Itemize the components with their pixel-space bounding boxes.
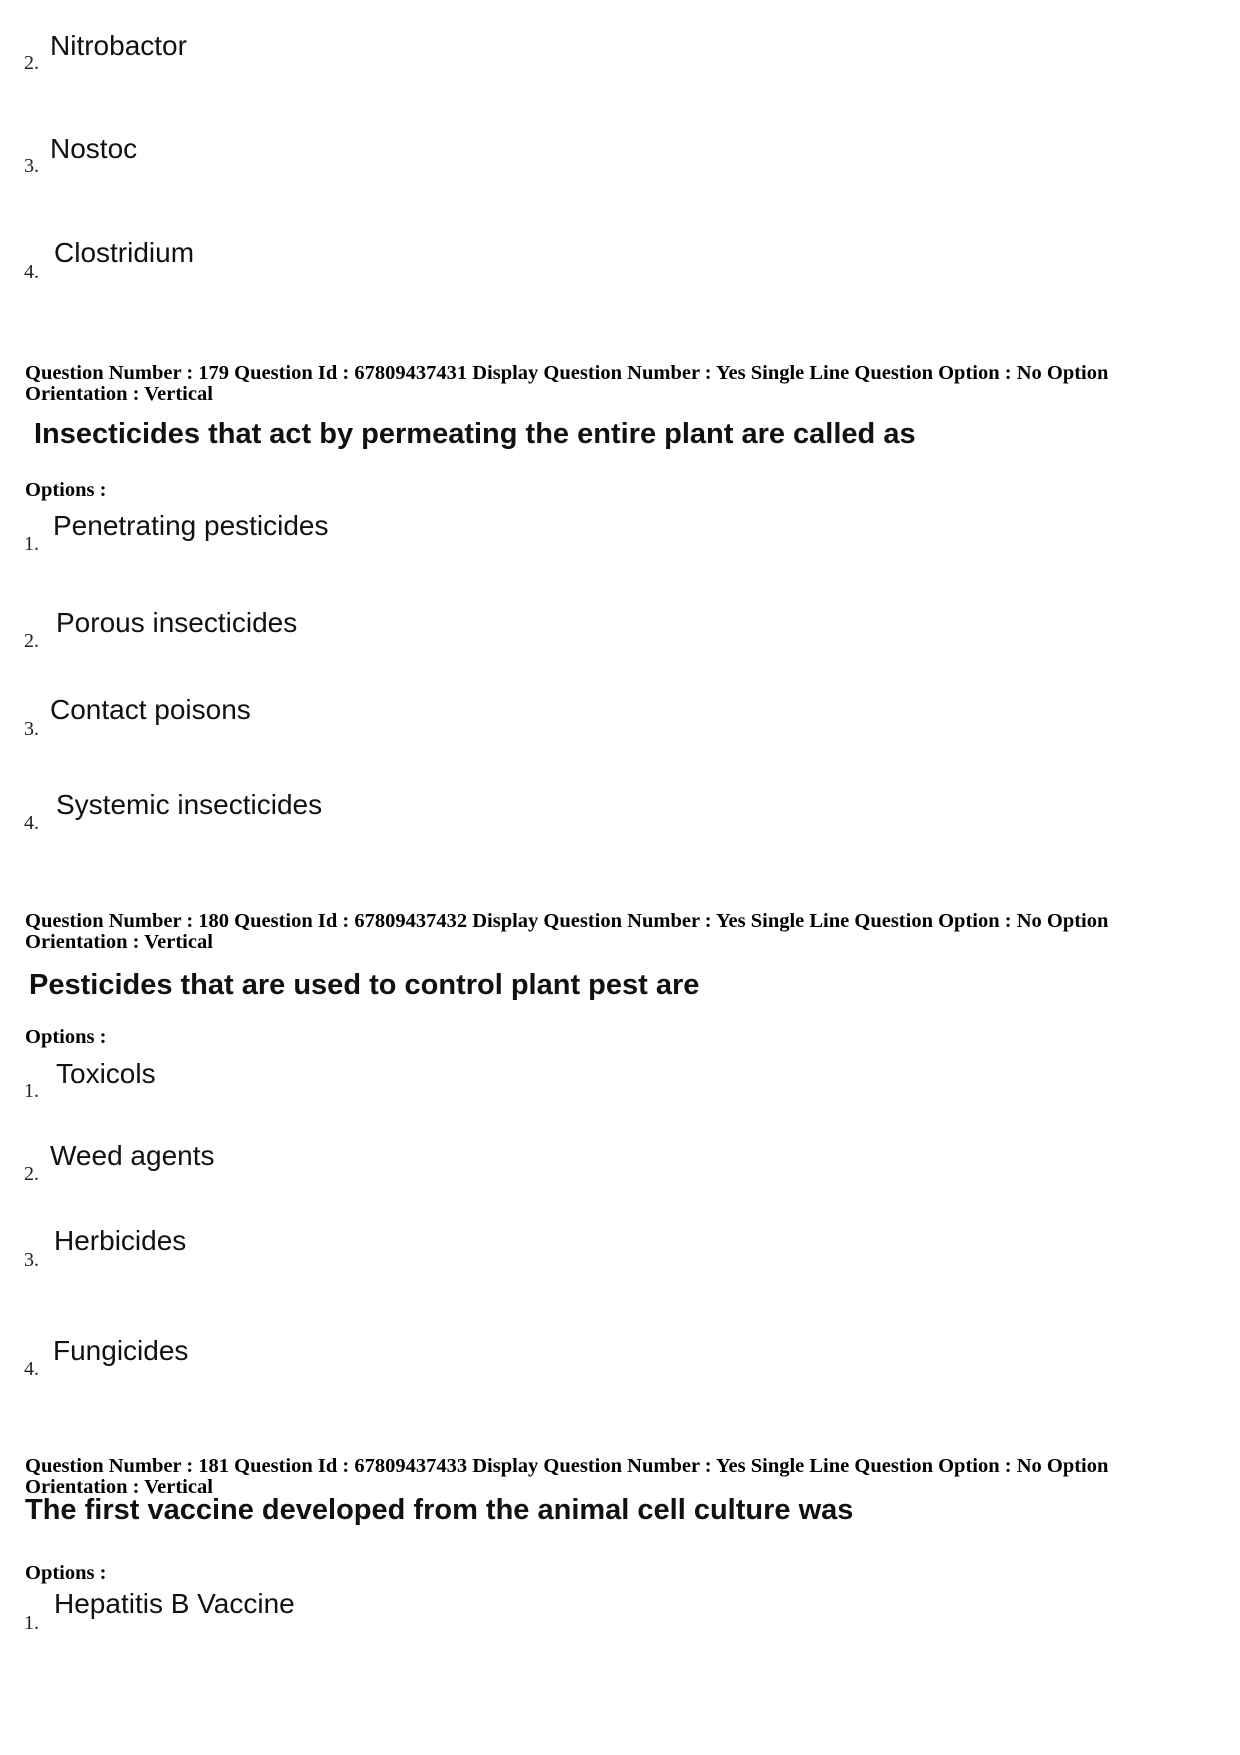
option-text: Contact poisons: [50, 694, 251, 725]
question-meta-line: Question Number : 179 Question Id : 67809437431 Display Question Number : Yes Single Line Question Option : No Option: [25, 362, 1109, 384]
option-number: 4.: [24, 1358, 39, 1380]
question-meta-line: Orientation : Vertical: [25, 1476, 213, 1498]
question-meta-line: Question Number : 180 Question Id : 67809437432 Display Question Number : Yes Single Line Question Option : No Option: [25, 910, 1109, 932]
option-text: Porous insecticides: [56, 607, 298, 638]
option-number: 3.: [24, 1249, 39, 1271]
options-label: Options :: [25, 479, 107, 501]
option-text: Clostridium: [54, 237, 195, 268]
question-meta-line: Question Number : 181 Question Id : 67809437433 Display Question Number : Yes Single Line Question Option : No Option: [25, 1455, 1109, 1477]
option-text: Nostoc: [50, 133, 138, 164]
options-label: Options :: [25, 1562, 107, 1584]
option-number: 1.: [24, 1612, 39, 1634]
option-number: 1.: [24, 1080, 39, 1102]
option-number: 2.: [24, 1163, 39, 1185]
option-number: 1.: [24, 533, 39, 555]
question-meta: [25, 1456, 1215, 1498]
question-text: Pesticides that are used to control plant pest are: [29, 969, 700, 1001]
options-label: Options :: [25, 1026, 107, 1048]
question-meta: [25, 911, 1215, 953]
option-text: Nitrobactor: [50, 30, 187, 61]
question-meta-line: Orientation : Vertical: [25, 931, 213, 953]
option-text: Systemic insecticides: [56, 789, 323, 820]
question-text: Insecticides that act by permeating the entire plant are called as: [34, 418, 916, 450]
question-text: The first vaccine developed from the animal cell culture was: [25, 1494, 854, 1526]
option-number: 3.: [24, 718, 39, 740]
option-text: Toxicols: [56, 1058, 156, 1089]
option-text: Hepatitis B Vaccine: [54, 1588, 295, 1619]
option-number: 4.: [24, 812, 39, 834]
option-number: 2.: [24, 630, 39, 652]
option-number: 2.: [24, 52, 39, 74]
question-meta-line: Orientation : Vertical: [25, 383, 213, 405]
question-meta: [25, 363, 1215, 405]
option-text: Weed agents: [50, 1140, 215, 1171]
option-number: 4.: [24, 261, 39, 283]
option-number: 3.: [24, 155, 39, 177]
option-text: Penetrating pesticides: [53, 510, 329, 541]
option-text: Herbicides: [54, 1225, 187, 1256]
option-text: Fungicides: [53, 1335, 189, 1366]
